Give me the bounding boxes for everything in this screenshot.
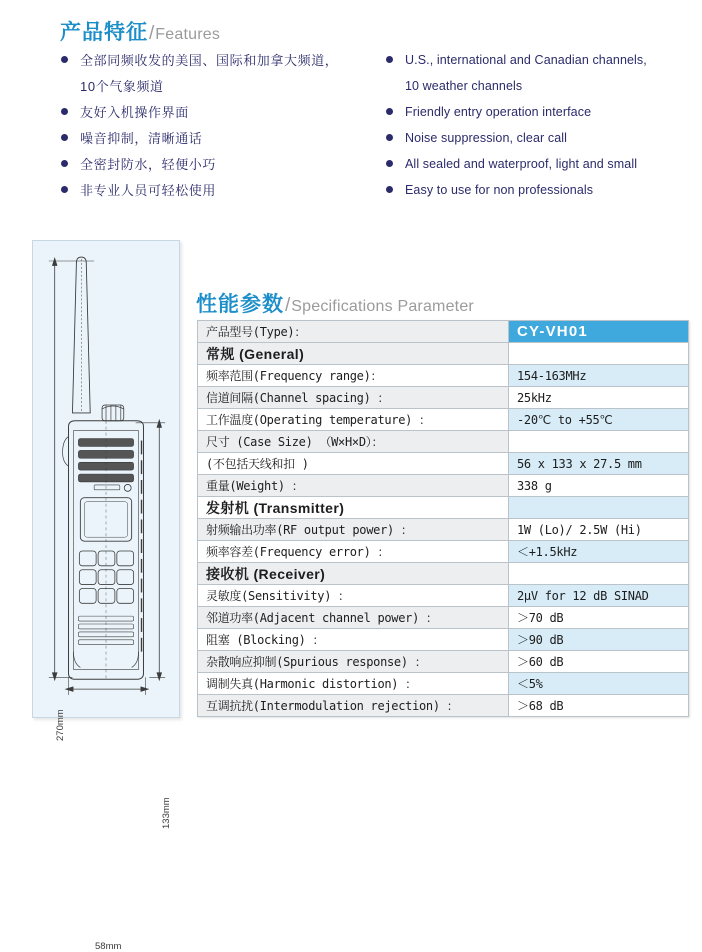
- list-item-label: 非专业人员可轻松使用: [80, 183, 217, 198]
- list-item: [383, 50, 693, 71]
- table-cell-label: 产品型号(Type)：: [198, 321, 509, 343]
- table-row: [198, 695, 689, 717]
- features-title: [60, 16, 220, 46]
- list-item-label: Easy to use for non professionals: [405, 183, 594, 197]
- table-cell-value: ＞90 dB: [509, 629, 689, 651]
- table-cell-label: 信道间隔(Channel spacing) ：: [198, 387, 509, 409]
- list-item: [383, 76, 693, 97]
- list-item: [58, 102, 378, 123]
- table-cell-value: ＜+1.5kHz: [509, 541, 689, 563]
- table-cell-label: 频率容差(Frequency error) ：: [198, 541, 509, 563]
- list-item: [383, 128, 693, 149]
- table-row: [198, 365, 689, 387]
- list-item: [383, 102, 693, 123]
- dimension-label-body-height: 133mm: [161, 797, 172, 829]
- table-cell-section-label: 接收机 (Receiver): [198, 563, 509, 585]
- table-row: [198, 387, 689, 409]
- table-row: [198, 563, 689, 585]
- specifications-title-en: Specifications Parameter: [291, 298, 474, 315]
- table-row: [198, 673, 689, 695]
- table-cell-value: -20℃ to +55℃: [509, 409, 689, 431]
- table-row: [198, 585, 689, 607]
- table-cell-section-label: 发射机 (Transmitter): [198, 497, 509, 519]
- table-cell-label: 阻塞 (Blocking) ：: [198, 629, 509, 651]
- table-cell-label: 调制失真(Harmonic distortion) ：: [198, 673, 509, 695]
- bullet-icon: [386, 56, 393, 63]
- table-row: [198, 541, 689, 563]
- table-cell-value: [509, 431, 689, 453]
- list-item-label: 10个气象频道: [80, 79, 164, 94]
- table-cell-value: ＞70 dB: [509, 607, 689, 629]
- table-cell-label: 重量(Weight) ：: [198, 475, 509, 497]
- list-item-label: 全部同频收发的美国、国际和加拿大频道，: [80, 53, 339, 68]
- table-cell-value: ＜5%: [509, 673, 689, 695]
- table-cell-label: 邻道功率(Adjacent channel power) ：: [198, 607, 509, 629]
- product-drawing-panel: [32, 240, 180, 952]
- table-row: [198, 321, 689, 343]
- list-item-label: U.S., international and Canadian channels,: [405, 53, 647, 67]
- list-item: [383, 180, 693, 201]
- table-cell-value: CY-VH01: [509, 321, 689, 343]
- list-item: [58, 76, 378, 97]
- table-cell-value: [509, 497, 689, 519]
- list-item-label: 10 weather channels: [405, 79, 523, 93]
- features-title-cn: 产品特征: [60, 21, 148, 44]
- table-row: [198, 629, 689, 651]
- table-row: [198, 431, 689, 453]
- list-item: [58, 50, 378, 71]
- table-cell-value: 2μV for 12 dB SINAD: [509, 585, 689, 607]
- table-cell-label: 灵敏度(Sensitivity) ：: [198, 585, 509, 607]
- table-cell-label: 射频输出功率(RF output power) ：: [198, 519, 509, 541]
- table-cell-value: [509, 563, 689, 585]
- bullet-icon: [386, 134, 393, 141]
- table-cell-label: 尺寸 (Case Size) （W×H×D）：: [198, 431, 509, 453]
- specifications-table-body: [198, 321, 689, 717]
- features-title-en: Features: [155, 26, 221, 43]
- list-item-label: Friendly entry operation interface: [405, 105, 592, 119]
- table-row: [198, 343, 689, 365]
- features-list-chinese: [58, 50, 378, 206]
- bullet-icon: [61, 108, 68, 115]
- specifications-title-slash: /: [285, 295, 291, 316]
- bullet-icon: [61, 160, 68, 167]
- table-cell-label: 互调抗扰(Intermodulation rejection) ：: [198, 695, 509, 717]
- table-cell-label: 频率范围(Frequency range)：: [198, 365, 509, 387]
- list-item: [383, 154, 693, 175]
- radio-line-drawing: [33, 241, 179, 717]
- features-list-english: [383, 50, 693, 206]
- table-row: [198, 475, 689, 497]
- specifications-title-cn: 性能参数: [196, 293, 284, 316]
- table-cell-value: ＞68 dB: [509, 695, 689, 717]
- list-item-label: 全密封防水，轻便小巧: [80, 157, 217, 172]
- table-cell-section-label: 常规 (General): [198, 343, 509, 365]
- table-cell-label: 杂散响应抑制(Spurious response) ：: [198, 651, 509, 673]
- specifications-table: [197, 320, 689, 717]
- bullet-icon: [386, 108, 393, 115]
- specifications-title: [196, 288, 474, 318]
- list-item-label: 友好入机操作界面: [80, 105, 189, 120]
- dimension-label-total-height: 270mm: [55, 709, 66, 741]
- table-cell-value: 56 x 133 x 27.5 mm: [509, 453, 689, 475]
- table-cell-value: 1W (Lo)/ 2.5W (Hi): [509, 519, 689, 541]
- table-row: [198, 519, 689, 541]
- table-row: [198, 453, 689, 475]
- table-cell-value: [509, 343, 689, 365]
- list-item: [58, 180, 378, 201]
- bullet-icon: [61, 56, 68, 63]
- list-item-label: Noise suppression, clear call: [405, 131, 568, 145]
- bullet-icon: [386, 160, 393, 167]
- list-item-label: 噪音抑制，清晰通话: [80, 131, 203, 146]
- table-row: [198, 651, 689, 673]
- table-cell-label: 工作温度(Operating temperature) ：: [198, 409, 509, 431]
- list-item-label: All sealed and waterproof, light and small: [405, 157, 638, 171]
- dimension-label-width: 58mm: [95, 941, 122, 952]
- list-item: [58, 128, 378, 149]
- bullet-icon: [386, 186, 393, 193]
- table-cell-value: ＞60 dB: [509, 651, 689, 673]
- table-cell-value: 25kHz: [509, 387, 689, 409]
- bullet-icon: [61, 186, 68, 193]
- features-title-slash: /: [149, 23, 155, 44]
- table-row: [198, 497, 689, 519]
- table-cell-value: 338 g: [509, 475, 689, 497]
- table-row: [198, 409, 689, 431]
- list-item: [58, 154, 378, 175]
- table-cell-value: 154-163MHz: [509, 365, 689, 387]
- table-row: [198, 607, 689, 629]
- bullet-icon: [61, 134, 68, 141]
- table-cell-label: (不包括天线和扣 ): [198, 453, 509, 475]
